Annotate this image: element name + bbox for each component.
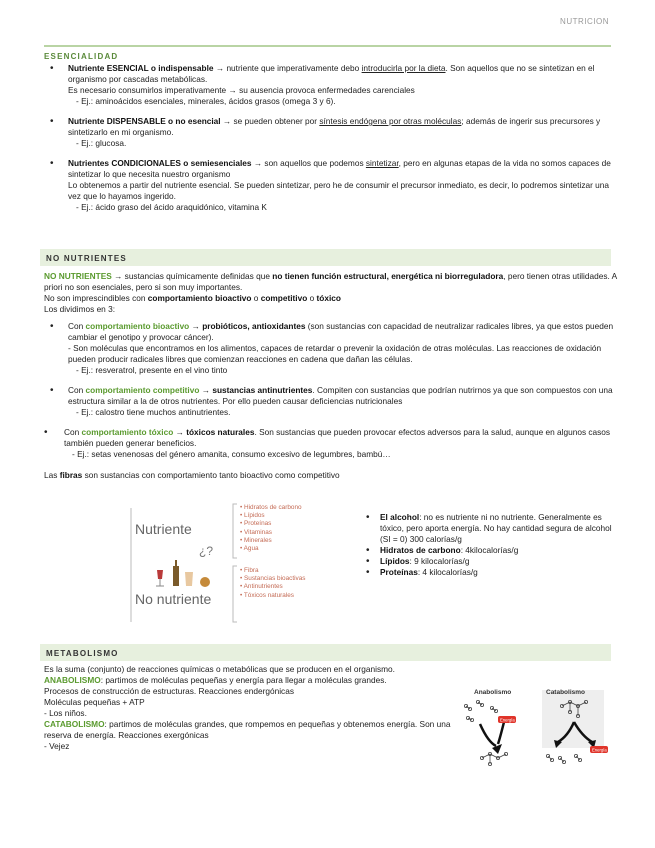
text: : 4kilocalorías/g <box>460 545 519 555</box>
diagram-list-item: • Fibra <box>240 567 305 575</box>
text: : partimos de moléculas grandes, que rompemos en pequeñas y obtenemos energía. Son una reserva de energía. Reacciones exergónicas <box>44 719 451 740</box>
text: ; además de ingerir sus precursores y sintetizarlo en mi organismo. <box>68 116 601 137</box>
diagram-list-item: • Proteínas <box>240 520 302 528</box>
bullet: • <box>50 385 54 396</box>
bullet: • <box>366 556 370 567</box>
text: No son imprescindibles con <box>44 293 148 303</box>
bowl-icon <box>200 577 210 587</box>
diagram-list-item: • Vitaminas <box>240 529 302 537</box>
text: → nutriente que imperativamente debo <box>213 63 362 73</box>
diagram-list-item: • Lípidos <box>240 512 302 520</box>
esencialidad-list <box>44 63 619 220</box>
diagram-list-item: • Minerales <box>240 537 302 545</box>
catab-line-2: - Vejez <box>44 741 70 751</box>
bold-text: probióticos, antioxidantes <box>202 321 306 331</box>
header-rule <box>44 45 611 47</box>
text: : 9 kilocalorías/g <box>409 556 470 566</box>
text: → <box>189 321 203 331</box>
anab-line-4: - Los niños. <box>44 708 87 718</box>
fact-lipidos <box>366 556 616 567</box>
no-nutrientes-body <box>44 271 619 481</box>
bullet: • <box>366 567 370 578</box>
diagram-nutriente-label: Nutriente <box>135 521 192 537</box>
bullet: • <box>50 321 54 332</box>
text: → sustancias químicamente definidas que <box>111 271 273 281</box>
diagram-list-item: • Hidratos de carbono <box>240 504 302 512</box>
term-condicionales: Nutrientes CONDICIONALES o semiesenciales <box>68 158 252 168</box>
example-line: - Ej.: ácido graso del ácido araquidónico, vitamina K <box>76 202 267 212</box>
page-header-title: NUTRICION <box>560 17 609 26</box>
section-band-no-nutrientes <box>40 249 611 266</box>
img-label-catabolismo: Catabolismo <box>546 689 586 696</box>
text: → <box>173 427 187 437</box>
text: (son sustancias con capacidad de neutralizar radicales libres, ya que estos pueden cambiar el genotipo y provocar cáncer). <box>68 321 614 342</box>
list-item-toxico <box>44 427 619 460</box>
text: : 4 kilocalorías/g <box>417 567 478 577</box>
intro-line-2 <box>44 293 619 304</box>
anab-line-2: Procesos de construcción de estructuras. Reacciones endergónicas <box>44 686 294 696</box>
fibras-line <box>44 470 619 481</box>
wine-glass-icon <box>157 570 163 579</box>
diagram-list-item: • Tóxicos naturales <box>240 592 305 600</box>
term-proteinas: Proteínas <box>380 567 418 577</box>
energy-text-1: Energía <box>500 717 515 723</box>
fact-proteinas <box>366 567 616 578</box>
term-catabolismo: CATABOLISMO <box>44 719 105 729</box>
example-line: - Ej.: calostro tiene muchos antinutrientes. <box>76 407 231 417</box>
text: . Compiten con sustancias que podrían nutrirnos ya que son compuestos con una estructura similar a la de otros nutrientes. Por ello pueden causar deficiencias nutricionales <box>68 385 613 406</box>
metabolismo-body <box>44 664 464 752</box>
bold-text: no tienen función estructural, energética ni biorreguladora <box>272 271 504 281</box>
diagram-question: ¿? <box>199 544 214 558</box>
text: Las <box>44 470 60 480</box>
bullet: • <box>366 545 370 556</box>
section-band-metabolismo <box>40 644 611 661</box>
bold-text: tóxico <box>316 293 341 303</box>
term-competitivo: comportamiento competitivo <box>85 385 200 395</box>
text: . Son aquellos que no se sintetizan en el organismo por cascadas metabólicas. <box>68 63 595 84</box>
diagram-list-item: • Antinutrientes <box>240 583 305 591</box>
diagram-nutriente-list <box>240 504 302 553</box>
list-item-esencial <box>44 63 619 107</box>
text: → <box>199 385 213 395</box>
term-lipidos: Lípidos <box>380 556 410 566</box>
bullet: • <box>50 158 54 169</box>
example-line: - Ej.: glucosa. <box>76 138 127 148</box>
diagram-no-nutriente-list <box>240 567 305 600</box>
list-item-condicionales <box>44 158 619 213</box>
text-line: Es necesario consumirlos imperativamente → su ausencia provoca enfermedades carenciales <box>68 85 415 95</box>
anab-line-3: Moléculas pequeñas + ATP <box>44 697 145 707</box>
energy-facts-list <box>366 512 616 578</box>
text: → se pueden obtener por <box>220 116 320 126</box>
example-line: - Ej.: aminoácidos esenciales, minerales, ácidos grasos (omega 3 y 6). <box>76 96 336 106</box>
img-label-anabolismo: Anabolismo <box>474 689 512 696</box>
fact-hidratos <box>366 545 616 556</box>
term-bioactivo: comportamiento bioactivo <box>85 321 190 331</box>
text: , pero en algunas etapas de la vida no somos capaces de sintetizar lo que necesita nuestro organismo <box>68 158 611 179</box>
energy-text-2: Energía <box>592 747 607 753</box>
text: . Son sustancias que pueden provocar efectos adversos para la salud, aunque en algunos casos también pueden generar beneficios. <box>64 427 611 448</box>
bullet: • <box>44 427 48 438</box>
bullet: • <box>50 63 54 74</box>
text: : no es nutriente ni no nutriente. Generalmente es tóxico, pero aporta energía. No hay cantidad segura de alcohol (SI = 0) 300 calorías/g <box>380 512 612 544</box>
text: o <box>251 293 261 303</box>
text: → son aquellos que podemos <box>251 158 366 168</box>
bold-text: sustancias antinutrientes <box>212 385 313 395</box>
term-esencial: Nutriente ESENCIAL o indispensable <box>68 63 214 73</box>
diagram-list-item: • Sustancias bioactivas <box>240 575 305 583</box>
bottle-icon <box>173 566 179 586</box>
list-item-competitivo <box>44 385 619 418</box>
intro-line-3: Los dividimos en 3: <box>44 304 116 314</box>
bullet: • <box>50 116 54 127</box>
text-line: Lo obtenemos a partir del nutriente esencial. Se pueden sintetizar, pero he de consumir el precursor inmediato, es decir, lo podremos sintetizar una vez que lo hayamos ingerido. <box>68 180 609 201</box>
term-dispensable: Nutriente DISPENSABLE o no esencial <box>68 116 221 126</box>
bold-text: tóxicos naturales <box>186 427 255 437</box>
section-title-no-nutrientes: NO NUTRIENTES <box>46 254 127 263</box>
catabolismo-line <box>44 719 464 741</box>
metabolism-illustration <box>458 684 618 770</box>
text: Con <box>68 385 86 395</box>
underline-text: introducirla por la dieta <box>361 63 446 73</box>
text-line: - Son moléculas que encontramos en los alimentos, capaces de retardar o prevenir la oxidación de otras moléculas. Las reacciones de oxidación pueden producir radicales libres que comienzan reacciones en cadena que dañan las células. <box>68 343 602 364</box>
example-line: - Ej.: resveratrol, presente en el vino tinto <box>76 365 228 375</box>
underline-text: síntesis endógena por otras moléculas <box>319 116 462 126</box>
metabolism-diagram-svg <box>458 684 618 770</box>
bold-text: competitivo <box>260 293 308 303</box>
term-toxico: comportamiento tóxico <box>81 427 174 437</box>
text: : partimos de moléculas pequeñas y energía para llegar a moléculas grandes. <box>100 675 387 685</box>
underline-text: sintetizar <box>365 158 399 168</box>
nutrient-diagram <box>129 500 327 630</box>
list-item-dispensable <box>44 116 619 149</box>
fact-alcohol <box>366 512 616 545</box>
section-title-metabolismo: METABOLISMO <box>46 649 119 658</box>
text: son sustancias con comportamiento tanto bioactivo como competitivo <box>82 470 340 480</box>
text: o <box>307 293 317 303</box>
metab-line-1: Es la suma (conjunto) de reacciones químicas o metabólicas que se producen en el organismo. <box>44 664 395 674</box>
text: , pero tienen otras utilidades. A priori no son esenciales, pero si son muy importantes. <box>44 271 617 292</box>
anabolismo-line <box>44 675 464 686</box>
term-alcohol: El alcohol <box>380 512 420 522</box>
diagram-no-nutriente-label: No nutriente <box>135 591 212 607</box>
section-title-esencialidad: ESENCIALIDAD <box>44 52 119 61</box>
intro-paragraph <box>44 271 619 293</box>
term-hidratos: Hidratos de carbono <box>380 545 461 555</box>
bullet: • <box>366 512 370 523</box>
text: Con <box>64 427 82 437</box>
bold-text: fibras <box>59 470 83 480</box>
bold-text: comportamiento bioactivo <box>147 293 252 303</box>
example-line: - Ej.: setas venenosas del género amanita, consumo excesivo de legumbres, bambú… <box>72 449 391 459</box>
term-anabolismo: ANABOLISMO <box>44 675 101 685</box>
glass-icon <box>185 572 193 586</box>
term-no-nutrientes: NO NUTRIENTES <box>44 271 112 281</box>
list-item-bioactivo <box>44 321 619 376</box>
diagram-list-item: • Agua <box>240 545 302 553</box>
text: Con <box>68 321 86 331</box>
